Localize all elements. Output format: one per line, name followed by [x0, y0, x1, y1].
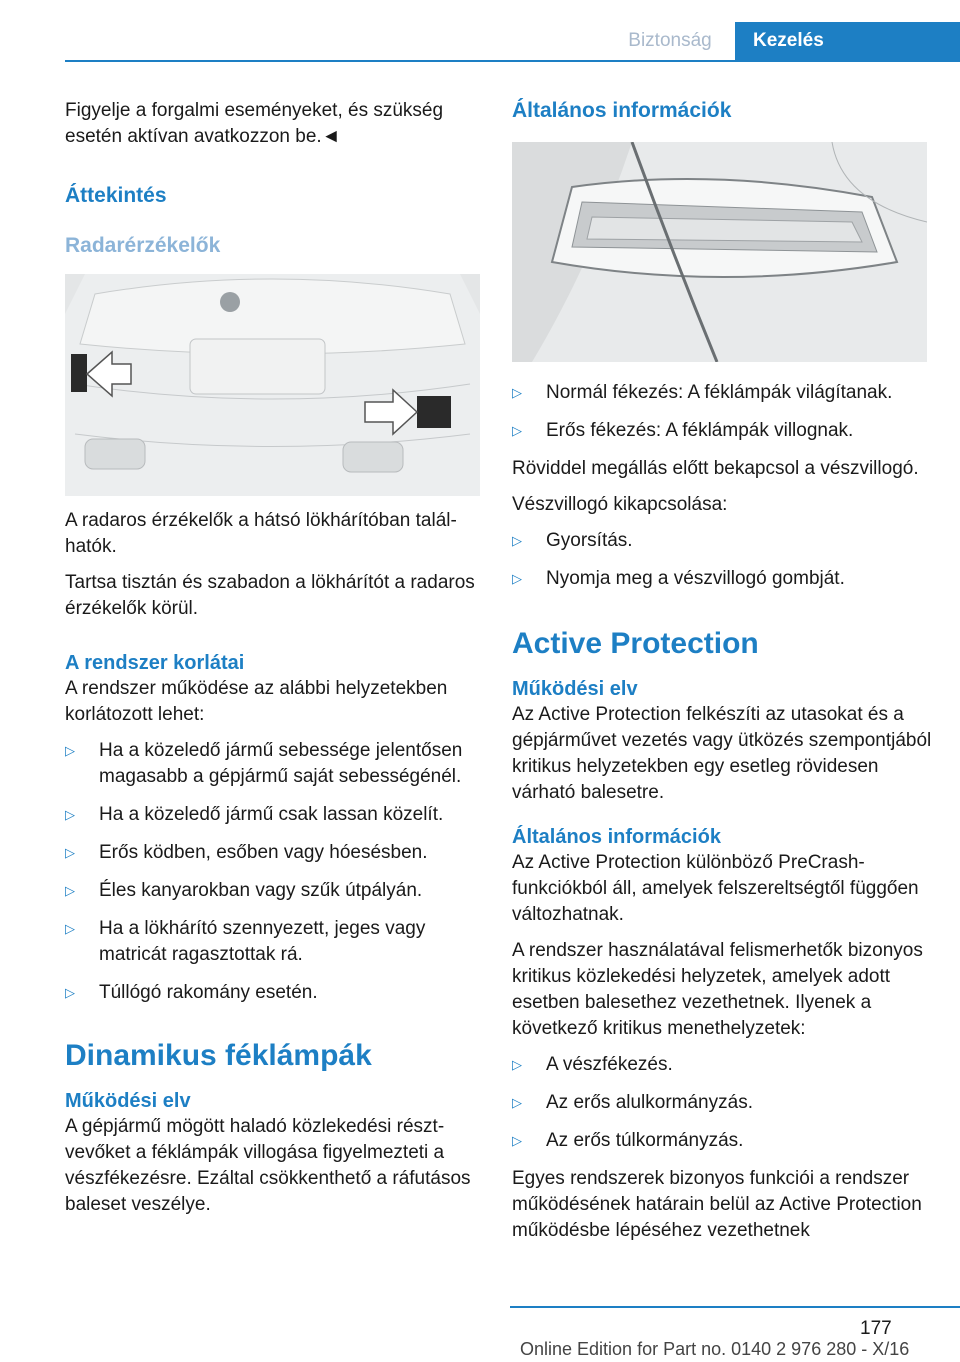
triangle-bullet-icon: ▷ [65, 883, 75, 898]
triangle-bullet-icon: ▷ [512, 385, 522, 400]
right-sensor-marker [417, 396, 451, 428]
triangle-bullet-icon: ▷ [65, 985, 75, 1000]
mukodesi-text: A gépjármű mögött haladó közlekedési résztvevőket a féklámpák villogása figyelmezteti a vészfékezésre. Ezáltal csökkenthető a ráfutásos baleset veszélye. [65, 1116, 471, 1215]
triangle-bullet-icon: ▷ [65, 921, 75, 936]
list-item: ▷ Erős fékezés: A féklámpák villognak. [512, 418, 932, 444]
triangle-bullet-icon: ▷ [512, 1095, 522, 1110]
heading-attekintes: Áttekintés [65, 184, 167, 207]
online-edition-text: Online Edition for Part no. 0140 2 976 280 - X/16 [520, 1339, 910, 1359]
list-item: ▷ Az erős túlkormányzás. [512, 1128, 932, 1154]
left-sensor-marker [71, 354, 87, 392]
heading-altalanos-2: Általános információk [512, 826, 721, 848]
triangle-bullet-icon: ▷ [512, 533, 522, 548]
triangle-bullet-icon: ▷ [512, 423, 522, 438]
car-rear-illustration [65, 274, 480, 496]
triangle-bullet-icon: ▷ [65, 807, 75, 822]
brake-light-illustration [512, 142, 927, 362]
list-item: ▷ Ha a lökhárító szennyezett, jeges vagy matricát ragasztottak rá. [65, 916, 483, 968]
helyzetek-list [512, 1052, 932, 1154]
heading-korlatai: A rendszer korlátai [65, 652, 245, 674]
list-item: ▷ A vészfékezés. [512, 1052, 932, 1078]
list-item: ▷ Ha a közeledő jármű csak lassan közelít. [65, 802, 483, 828]
header-rule [65, 60, 960, 62]
left-column [65, 98, 483, 1228]
brake-list [512, 380, 932, 444]
right-column [512, 98, 932, 1254]
kikapcs-list [512, 528, 932, 592]
triangle-bullet-icon: ▷ [65, 743, 75, 758]
list-item: ▷ Az erős alulkormányzás. [512, 1090, 932, 1116]
brake-light-figure [512, 142, 927, 362]
triangle-bullet-icon: ▷ [512, 1133, 522, 1148]
tab-kezeles[interactable]: Kezelés [735, 22, 960, 60]
heading-active-protection: Active Protection [512, 627, 759, 660]
radar-text-1: A radaros érzékelők a hátsó lökhárítóban találhatók. [65, 510, 457, 557]
intro-text: Figyelje a forgalmi eseményeket, és szükség esetén aktívan avatkozzon be.◄ [65, 100, 444, 147]
page-number: 177 [860, 1318, 892, 1339]
heading-radar: Radarérzékelők [65, 234, 221, 257]
tab-biztonsag[interactable]: Biztonság [605, 22, 735, 60]
heading-mukodesi-elv: Működési elv [65, 1090, 191, 1112]
footer-rule [510, 1306, 960, 1308]
list-item: ▷ Gyorsítás. [512, 528, 932, 554]
list-item: ▷ Éles kanyarokban vagy szűk útpályán. [65, 878, 483, 904]
triangle-bullet-icon: ▷ [512, 1057, 522, 1072]
precrash-text: Az Active Protection különböző PreCrash-funkciókból áll, amelyek felszereltségtől függően változhatnak. [512, 852, 919, 925]
egyes-text: Egyes rendszerek bizonyos funkciói a rendszer működésének határain belül az Active Protection működésbe lépéséhez vezethetnek [512, 1168, 922, 1241]
heading-altalanos: Általános információk [512, 99, 732, 122]
korlatai-list [65, 738, 483, 1006]
list-item: ▷ Túllógó rakomány esetén. [65, 980, 483, 1006]
radar-sensor-figure [65, 274, 480, 496]
roviddel-text: Röviddel megállás előtt bekapcsol a vészvillogó. [512, 458, 919, 479]
active-text: Az Active Protection felkészíti az utasokat és a gépjárművet vezetés vagy ütközés szempontjából kritikus helyzetekben egy esetleg rövidesen várható balesetre. [512, 704, 932, 803]
triangle-bullet-icon: ▷ [65, 845, 75, 860]
list-item: ▷ Ha a közeledő jármű sebessége jelentősen magasabb a gépjármű saját sebességénél. [65, 738, 483, 790]
rendszer-text: A rendszer használatával felismerhetők bizonyos kritikus közlekedési helyzetek, amelyek adott esetben balesethez vezethetnek. Ilyenek a következő kritikus menethelyzetek: [512, 940, 923, 1039]
heading-mukodesi-elv-2: Működési elv [512, 678, 638, 700]
list-item: ▷ Normál fékezés: A féklámpák világítanak. [512, 380, 932, 406]
list-item: ▷ Erős ködben, esőben vagy hóesésben. [65, 840, 483, 866]
kikapcs-text: Vészvillogó kikapcsolása: [512, 494, 728, 515]
korlatai-text: A rendszer működése az alábbi helyzetekben korlátozott lehet: [65, 678, 448, 725]
triangle-bullet-icon: ▷ [512, 571, 522, 586]
list-item: ▷ Nyomja meg a vészvillogó gombját. [512, 566, 932, 592]
header-tabs [605, 22, 960, 60]
radar-text-2: Tartsa tisztán és szabadon a lökhárítót a radaros érzékelők körül. [65, 572, 475, 619]
heading-dinamikus: Dinamikus féklámpák [65, 1039, 372, 1072]
